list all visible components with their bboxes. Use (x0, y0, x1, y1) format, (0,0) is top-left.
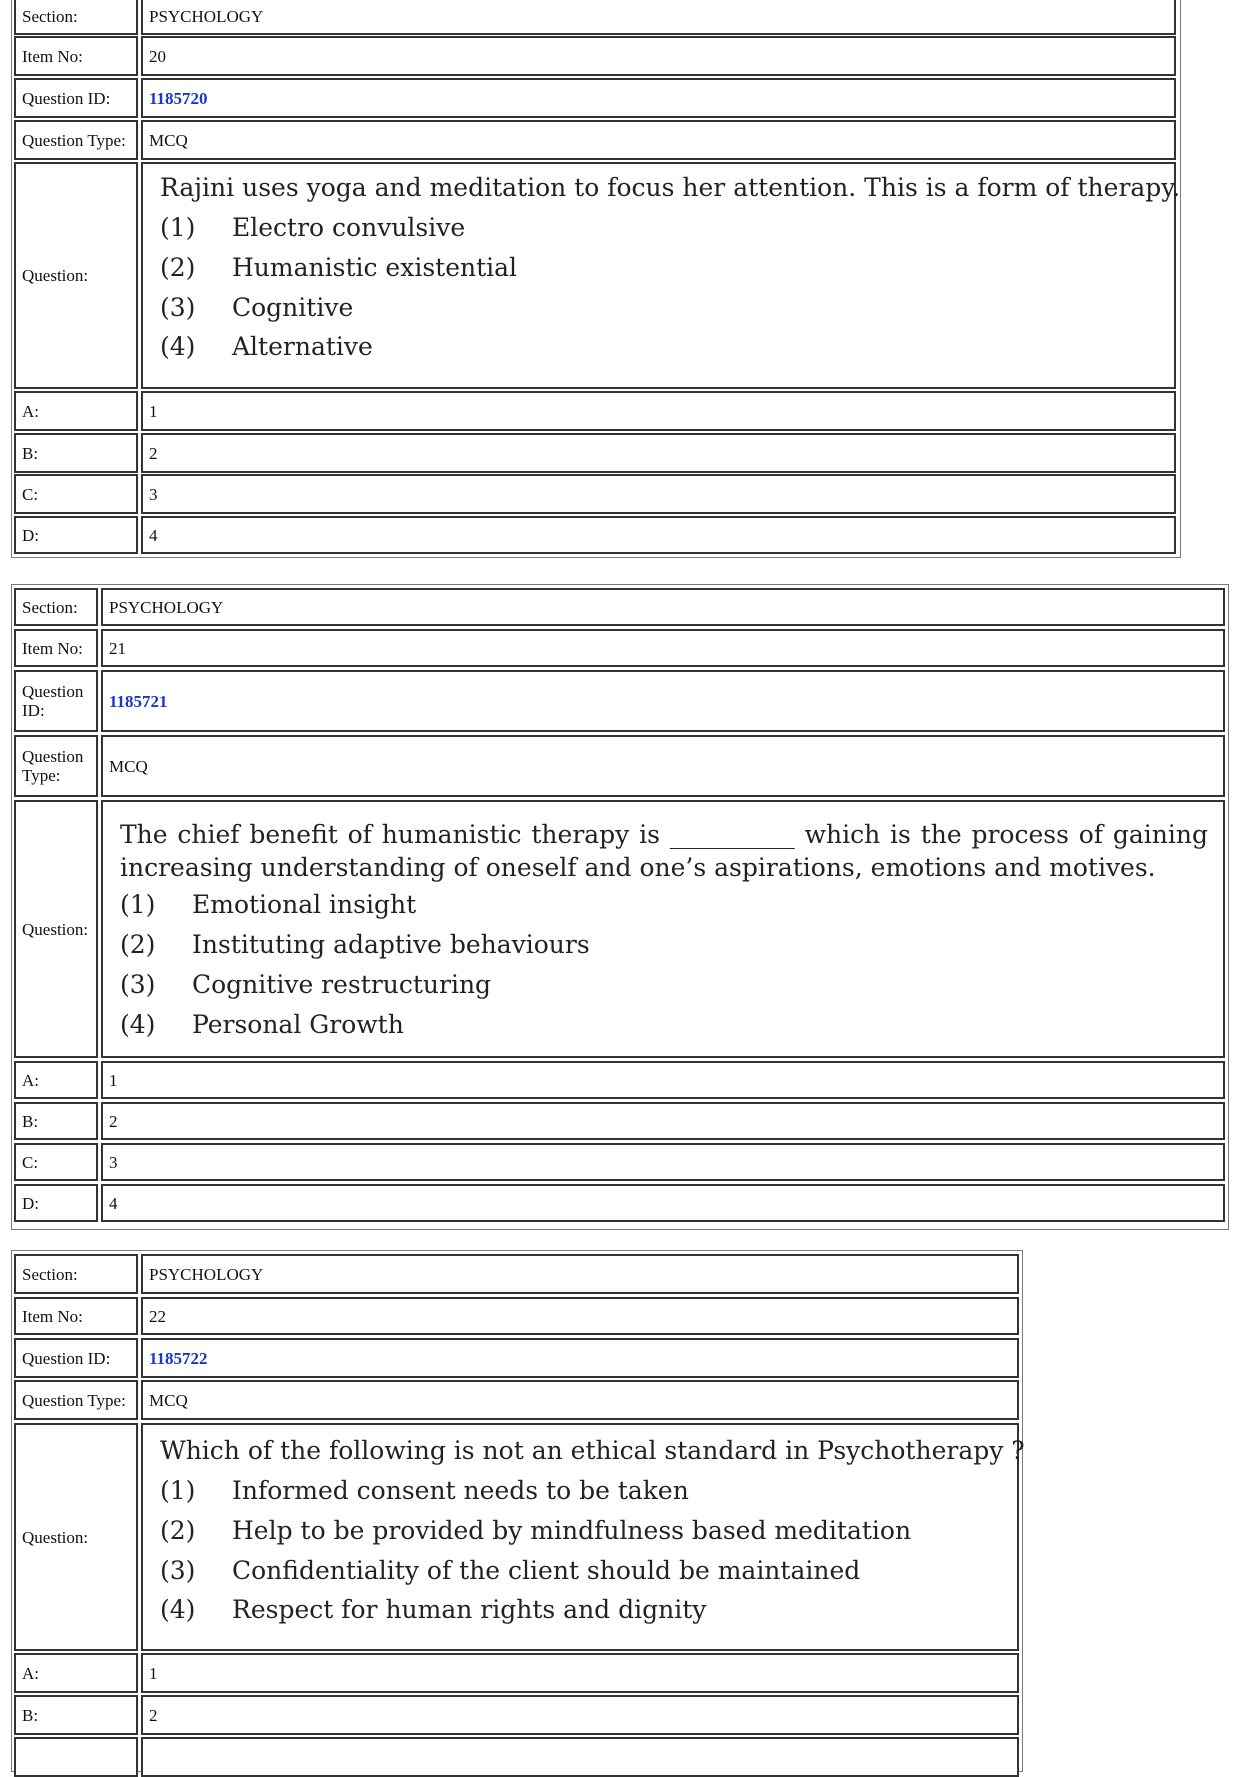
option-text: Emotional insight (192, 890, 417, 919)
question-id-label: Question ID: (14, 78, 138, 118)
answer-c-value (141, 1737, 1019, 1777)
option-1 (120, 890, 416, 920)
answer-c-label: C: (14, 474, 138, 514)
question-content (101, 800, 1225, 1058)
option-number: (3) (120, 970, 156, 999)
option-text: Humanistic existential (232, 253, 518, 282)
question-id-value: 1185721 (101, 670, 1225, 732)
option-4 (160, 1595, 706, 1625)
question-id-value: 1185722 (141, 1338, 1019, 1378)
option-number: (3) (160, 1556, 196, 1585)
section-value: PSYCHOLOGY (141, 0, 1176, 35)
option-text: Electro convulsive (232, 213, 466, 242)
option-3 (160, 1556, 860, 1586)
option-number: (4) (160, 332, 196, 361)
question-table-20 (11, 0, 1181, 558)
question-type-label: Question Type: (14, 1380, 138, 1420)
option-2 (160, 1516, 911, 1546)
answer-c-value: 3 (101, 1143, 1225, 1181)
section-value: PSYCHOLOGY (141, 1254, 1019, 1294)
question-type-label: Question Type: (14, 120, 138, 160)
question-label: Question: (14, 800, 98, 1058)
option-4 (120, 1010, 404, 1040)
option-1 (160, 213, 465, 243)
answer-d-value: 4 (141, 516, 1176, 554)
answer-a-value: 1 (141, 391, 1176, 431)
item-no-value: 20 (141, 36, 1176, 76)
section-label: Section: (14, 1254, 138, 1294)
option-text: Alternative (232, 332, 373, 361)
option-text: Cognitive restructuring (192, 970, 492, 999)
question-id-label: Question ID: (14, 1338, 138, 1378)
question-text: The chief benefit of humanistic therapy is __________ which is the process of gaining increasing understanding of oneself and one’s aspirations, emotions and motives. (120, 820, 1208, 882)
question-text: Rajini uses yoga and meditation to focus her attention. This is a form of therapy. (160, 173, 1181, 202)
item-no-label: Item No: (14, 629, 98, 667)
option-4 (160, 332, 373, 362)
question-label: Question: (14, 1423, 138, 1651)
item-no-value: 22 (141, 1297, 1019, 1335)
answer-b-value: 2 (141, 1695, 1019, 1735)
answer-c-label: C: (14, 1143, 98, 1181)
section-value: PSYCHOLOGY (101, 588, 1225, 626)
option-2 (120, 930, 590, 960)
section-label: Section: (14, 0, 138, 35)
item-no-label: Item No: (14, 36, 138, 76)
section-label: Section: (14, 588, 98, 626)
option-2 (160, 253, 517, 283)
option-text: Informed consent needs to be taken (232, 1476, 689, 1505)
option-text: Instituting adaptive behaviours (192, 930, 590, 959)
answer-a-label: A: (14, 1061, 98, 1099)
answer-b-label: B: (14, 433, 138, 473)
answer-a-label: A: (14, 391, 138, 431)
question-type-value: MCQ (101, 735, 1225, 797)
answer-b-label: B: (14, 1695, 138, 1735)
answer-d-value: 4 (101, 1184, 1225, 1222)
answer-b-value: 2 (141, 433, 1176, 473)
answer-a-label: A: (14, 1653, 138, 1693)
option-number: (1) (160, 1476, 196, 1505)
option-text: Respect for human rights and dignity (232, 1595, 707, 1624)
item-no-value: 21 (101, 629, 1225, 667)
question-content (141, 162, 1181, 389)
option-number: (2) (160, 1516, 196, 1545)
option-text: Help to be provided by mindfulness based meditation (232, 1516, 912, 1545)
answer-b-label: B: (14, 1102, 98, 1140)
question-id-value: 1185720 (141, 78, 1176, 118)
option-number: (2) (160, 253, 196, 282)
option-text: Confidentiality of the client should be maintained (232, 1556, 861, 1585)
option-number: (3) (160, 293, 196, 322)
option-3 (120, 970, 491, 1000)
option-text: Cognitive (232, 293, 354, 322)
question-text: Which of the following is not an ethical standard in Psychotherapy ? (160, 1436, 1025, 1465)
answer-c-value: 3 (141, 474, 1176, 514)
option-3 (160, 293, 353, 323)
question-id-label: Question ID: (14, 670, 98, 732)
answer-d-label: D: (14, 1184, 98, 1222)
option-number: (4) (120, 1010, 156, 1039)
question-table-21 (11, 584, 1229, 1230)
question-type-value: MCQ (141, 120, 1176, 160)
option-number: (1) (160, 213, 196, 242)
answer-a-value: 1 (141, 1653, 1019, 1693)
option-1 (160, 1476, 689, 1506)
question-content (141, 1423, 1025, 1651)
option-number: (4) (160, 1595, 196, 1624)
option-number: (2) (120, 930, 156, 959)
question-type-label: Question Type: (14, 735, 98, 797)
answer-c-label (14, 1737, 138, 1777)
option-text: Personal Growth (192, 1010, 404, 1039)
option-number: (1) (120, 890, 156, 919)
answer-a-value: 1 (101, 1061, 1225, 1099)
question-label: Question: (14, 162, 138, 389)
answer-b-value: 2 (101, 1102, 1225, 1140)
question-table-22 (11, 1250, 1023, 1772)
answer-d-label: D: (14, 516, 138, 554)
question-type-value: MCQ (141, 1380, 1019, 1420)
item-no-label: Item No: (14, 1297, 138, 1335)
